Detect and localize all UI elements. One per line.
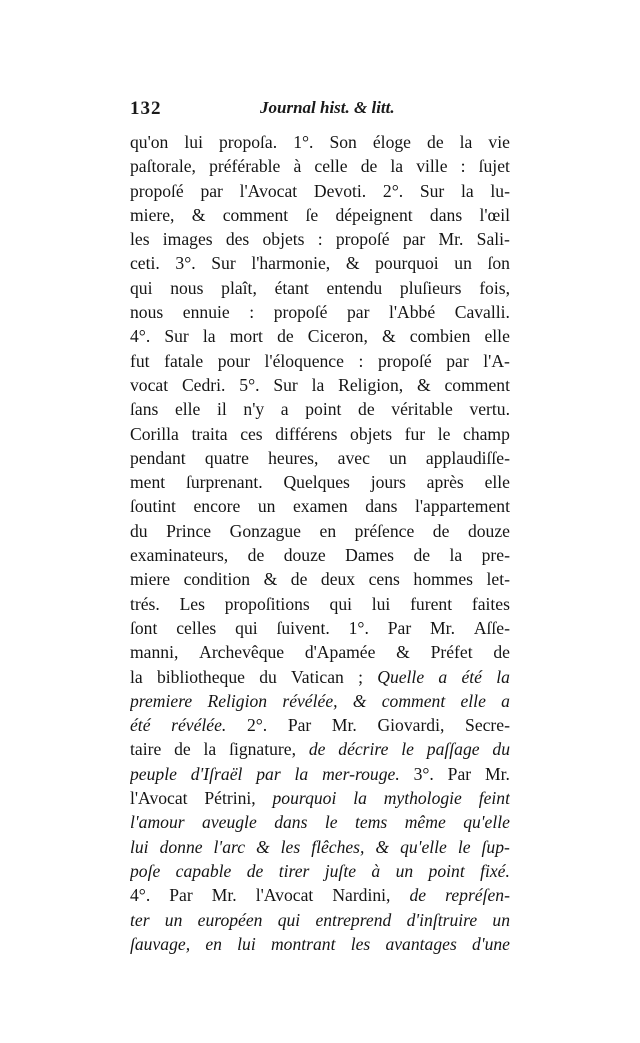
word: été	[461, 666, 482, 687]
text-line	[130, 349, 510, 373]
word: avantages	[385, 933, 457, 954]
text-line	[130, 324, 510, 348]
text-line	[130, 373, 510, 397]
text-line	[130, 786, 510, 810]
word: qu'on	[130, 132, 169, 152]
word: l'appartement	[414, 496, 510, 517]
word: propoſitions	[224, 593, 310, 614]
word: la	[496, 666, 510, 687]
word: l'A-	[483, 350, 510, 371]
word: ;	[358, 666, 363, 687]
word: Par	[287, 715, 312, 736]
word: &	[255, 836, 270, 857]
word: des	[225, 229, 250, 250]
word: ville	[416, 156, 448, 177]
text-line	[130, 519, 510, 543]
word: ſans	[130, 399, 159, 420]
word: par	[402, 229, 426, 250]
word: par	[346, 302, 370, 323]
word: Sur	[419, 180, 445, 201]
word: fois,	[479, 277, 510, 298]
word: Cedri.	[181, 374, 226, 395]
word: nous	[130, 302, 164, 323]
word: après	[426, 472, 464, 493]
word: pre-	[481, 545, 510, 566]
word: par	[256, 763, 281, 784]
word: lu-	[490, 180, 510, 201]
text-line	[130, 835, 510, 859]
word: lui	[371, 593, 391, 614]
word: douze	[467, 520, 510, 541]
word: fatale	[164, 350, 204, 371]
word: ter	[130, 909, 150, 930]
word: trés.	[130, 593, 160, 614]
word: Devoti.	[313, 180, 367, 201]
word: Vatican	[291, 666, 344, 687]
text-line	[130, 737, 510, 761]
word: poſe	[130, 860, 161, 881]
word: de	[247, 545, 265, 566]
word: elle	[484, 326, 510, 347]
word: ſujet	[478, 156, 510, 177]
word: du	[259, 666, 277, 687]
word: de	[277, 326, 294, 347]
word: du	[492, 739, 510, 760]
word: lui	[237, 933, 256, 954]
word: le	[457, 836, 471, 857]
word: l'œil	[479, 204, 510, 225]
word: dans	[274, 812, 308, 833]
word: propoſé	[377, 350, 432, 371]
word: Cavalli.	[454, 302, 510, 323]
word: bibliotheque	[156, 666, 245, 687]
word: avec	[337, 447, 370, 468]
word: celle	[314, 156, 348, 177]
text-line	[130, 665, 510, 689]
word: point	[305, 399, 342, 420]
word: plaît,	[221, 277, 257, 298]
word: mer-rouge.	[322, 763, 400, 784]
word: un	[454, 253, 472, 274]
word: ſuivent.	[276, 617, 330, 638]
word: Sur	[211, 253, 236, 274]
word: montrant	[270, 933, 336, 954]
text-line	[130, 227, 510, 251]
word: ſe	[305, 204, 319, 225]
word: jours	[370, 472, 406, 493]
word: vocat	[130, 374, 169, 395]
word: :	[317, 229, 323, 250]
word: miere	[130, 569, 171, 590]
page-number: 132	[130, 98, 162, 119]
word: d'inſtruire	[406, 909, 478, 930]
word: révélée,	[282, 690, 338, 711]
word: de	[290, 569, 308, 590]
word: Religion,	[338, 374, 404, 395]
word: Aſſe-	[473, 617, 510, 638]
text-line	[130, 908, 510, 932]
word: pourquoi	[375, 253, 439, 274]
word: en	[319, 520, 337, 541]
word: point	[428, 860, 465, 881]
text-line	[130, 883, 510, 907]
text-line	[130, 251, 510, 275]
word: dans	[365, 496, 398, 517]
word: Archevêque	[199, 642, 285, 663]
text-line	[130, 762, 510, 786]
word: ment	[130, 472, 166, 493]
word: le	[401, 739, 414, 760]
word: fut	[130, 350, 150, 371]
word: véritable	[391, 399, 453, 420]
text-line	[130, 397, 510, 421]
word: ces	[240, 423, 263, 444]
word: par	[446, 350, 469, 371]
word: propoſé	[335, 229, 390, 250]
word: dans	[429, 204, 463, 225]
word: elle	[174, 399, 201, 420]
word: &	[263, 569, 278, 590]
word: paſtorale,	[130, 156, 196, 177]
word: taire	[130, 739, 162, 760]
word: Sur	[273, 374, 298, 395]
word: préférable	[209, 156, 281, 177]
word: d'Iſraël	[190, 763, 243, 784]
text-line	[130, 470, 510, 494]
word: l'amour	[130, 812, 185, 833]
text-line	[130, 640, 510, 664]
word: un	[395, 860, 414, 881]
word: la	[459, 132, 473, 152]
word: qui	[235, 617, 258, 638]
word: examinateurs,	[130, 545, 229, 566]
word: la	[294, 763, 309, 784]
word: images	[162, 229, 213, 250]
word: Quelques	[283, 472, 350, 493]
word: Dames	[345, 545, 394, 566]
word: Sur	[164, 326, 189, 347]
word: paſſage	[426, 739, 480, 760]
word: la	[202, 326, 216, 347]
word: l'Avocat	[239, 180, 298, 201]
word: les	[280, 836, 301, 857]
word: tems	[355, 812, 388, 833]
word: l'éloquence	[264, 350, 344, 371]
word: révélée.	[171, 715, 227, 736]
word: premiere	[130, 690, 193, 711]
word: Gonzague	[229, 520, 301, 541]
word: étant	[274, 277, 309, 298]
word: :	[358, 350, 364, 371]
word: Son	[329, 132, 357, 152]
word: Corilla	[130, 423, 179, 444]
word: quatre	[204, 447, 249, 468]
word: le	[437, 423, 451, 444]
text-line	[130, 130, 510, 154]
word: 4°.	[130, 885, 151, 906]
word: un	[257, 496, 276, 517]
word: Quelle	[377, 666, 425, 687]
word: juſte	[324, 860, 357, 881]
word: éloge	[372, 132, 411, 152]
word: encore	[193, 496, 241, 517]
word: de	[432, 520, 450, 541]
word: objets	[350, 423, 393, 444]
word: il	[217, 399, 227, 420]
word: 1°.	[293, 132, 314, 152]
word: deux	[320, 569, 356, 590]
word: elle	[484, 472, 510, 493]
word: 3°.	[413, 763, 434, 784]
word: un	[164, 909, 183, 930]
word: Par	[447, 763, 472, 784]
word: lui	[184, 132, 203, 152]
word: Ciceron,	[307, 326, 368, 347]
word: propoſé	[130, 180, 184, 201]
word: a	[501, 690, 510, 711]
word: champ	[463, 423, 510, 444]
text-line	[130, 932, 510, 956]
word: feint	[478, 788, 510, 809]
word: de	[174, 739, 191, 760]
word: l'Abbé	[389, 302, 436, 323]
word: de	[427, 132, 444, 152]
word: la	[203, 739, 217, 760]
word: repréſen-	[445, 885, 510, 906]
word: 2°.	[382, 180, 404, 201]
word: ſon	[487, 253, 510, 274]
word: &	[191, 204, 206, 225]
word: examen	[292, 496, 348, 517]
word: le	[324, 812, 338, 833]
text-line	[130, 446, 510, 470]
word: différens	[275, 423, 338, 444]
word: manni,	[130, 642, 179, 663]
word: pourquoi	[272, 788, 337, 809]
word: de	[360, 156, 378, 177]
word: en	[205, 933, 222, 954]
word: &	[352, 690, 367, 711]
body-text	[130, 130, 510, 956]
word: :	[460, 156, 466, 177]
word: ſurprenant.	[185, 472, 263, 493]
word: 2°.	[246, 715, 268, 736]
word: objets	[262, 229, 305, 250]
word: applaudiſſe-	[425, 447, 510, 468]
text-line	[130, 276, 510, 300]
text-line	[130, 567, 510, 591]
word: la	[353, 788, 367, 809]
word: européen	[197, 909, 263, 930]
text-line	[130, 179, 510, 203]
word: ennuie	[182, 302, 230, 323]
word: dépeignent	[335, 204, 413, 225]
word: ceti.	[130, 253, 160, 274]
word: les	[350, 933, 371, 954]
word: peuple	[130, 763, 177, 784]
word: mort	[229, 326, 263, 347]
word: faites	[471, 593, 510, 614]
word: la	[130, 666, 143, 687]
word: 3°.	[175, 253, 196, 274]
word: la	[449, 545, 463, 566]
word: à	[371, 860, 381, 881]
word: à	[293, 156, 302, 177]
text-line	[130, 592, 510, 616]
word: Par	[169, 885, 193, 906]
word: comment	[381, 690, 446, 711]
word: nous	[170, 277, 204, 298]
word: condition	[183, 569, 251, 590]
text-line	[130, 494, 510, 518]
word: Mr.	[211, 885, 237, 906]
word: Par	[387, 617, 412, 638]
text-line	[130, 300, 510, 324]
word: Mr.	[331, 715, 357, 736]
word: &	[396, 642, 410, 663]
word: l'arc	[213, 836, 245, 857]
word: ſauvage,	[130, 933, 191, 954]
word: la	[311, 374, 325, 395]
word: 4°.	[130, 326, 151, 347]
word: entreprend	[315, 909, 392, 930]
word: du	[130, 520, 148, 541]
word: pour	[217, 350, 250, 371]
word: l'Avocat	[255, 885, 314, 906]
word: qu'elle	[463, 812, 510, 833]
word: l'Avocat	[130, 788, 188, 809]
word: ſignature,	[229, 739, 296, 760]
word: donne	[159, 836, 203, 857]
word: Mr.	[430, 617, 455, 638]
word: comment	[222, 204, 289, 225]
word: elle	[460, 690, 486, 711]
word: de	[413, 545, 431, 566]
word: Mr.	[438, 229, 464, 250]
word: ſoutint	[130, 496, 176, 517]
word: let-	[486, 569, 510, 590]
word: miere,	[130, 204, 175, 225]
word: Préfet	[430, 642, 473, 663]
word: de	[358, 399, 375, 420]
word: qu'elle	[400, 836, 447, 857]
word: &	[416, 374, 431, 395]
word: &	[345, 253, 360, 274]
word: Mr.	[484, 763, 510, 784]
text-line	[130, 154, 510, 178]
word: 5°.	[239, 374, 260, 395]
word: vie	[488, 132, 510, 152]
word: a	[438, 666, 448, 687]
text-line	[130, 422, 510, 446]
word: Pétrini,	[204, 788, 256, 809]
word: Prince	[166, 520, 212, 541]
word: 1°.	[348, 617, 369, 638]
word: a	[280, 399, 289, 420]
running-head: Journal hist. & litt.	[260, 98, 395, 117]
word: un	[389, 447, 407, 468]
text-line	[130, 713, 510, 737]
word: l'harmonie,	[251, 253, 331, 274]
word: décrire	[338, 739, 389, 760]
word: préſence	[354, 520, 415, 541]
word: traita	[191, 423, 228, 444]
word: vertu.	[469, 399, 510, 420]
text-line	[130, 810, 510, 834]
word: un	[492, 909, 510, 930]
word: la	[390, 156, 404, 177]
word: mythologie	[383, 788, 462, 809]
word: aveugle	[202, 812, 257, 833]
word: furent	[410, 593, 453, 614]
word: qui	[277, 909, 301, 930]
word: heures,	[268, 447, 319, 468]
word: propoſa.	[219, 132, 278, 152]
word: lui	[130, 836, 149, 857]
word: pendant	[130, 447, 186, 468]
word: tirer	[278, 860, 310, 881]
text-line	[130, 689, 510, 713]
page-header	[130, 98, 510, 124]
word: propoſé	[273, 302, 328, 323]
word: ſont	[130, 617, 158, 638]
text-line	[130, 543, 510, 567]
word: été	[130, 715, 151, 736]
word: entendu	[326, 277, 383, 298]
word: n'y	[243, 399, 265, 420]
word: d'une	[472, 933, 510, 954]
word: celles	[176, 617, 217, 638]
word: &	[381, 326, 396, 347]
word: de	[246, 860, 264, 881]
word: Nardini,	[332, 885, 391, 906]
word: les	[130, 229, 150, 250]
word: ſup-	[481, 836, 510, 857]
text-line	[130, 616, 510, 640]
word: Giovardi,	[377, 715, 445, 736]
word: :	[249, 302, 255, 323]
word: cens	[368, 569, 400, 590]
word: douze	[283, 545, 326, 566]
word: Sali-	[476, 229, 510, 250]
text-line	[130, 859, 510, 883]
word: qui	[130, 277, 153, 298]
word: qui	[329, 593, 352, 614]
word: de	[409, 885, 427, 906]
word: Religion	[207, 690, 268, 711]
word: de	[308, 739, 326, 760]
word: comment	[444, 374, 510, 395]
word: Les	[179, 593, 205, 614]
word: hommes	[413, 569, 474, 590]
word: &	[375, 836, 390, 857]
word: fur	[404, 423, 426, 444]
word: Secre-	[465, 715, 510, 736]
word: par	[200, 180, 223, 201]
word: capable	[175, 860, 232, 881]
word: la	[460, 180, 474, 201]
word: pluſieurs	[399, 277, 462, 298]
word: même	[404, 812, 446, 833]
word: fixé.	[480, 860, 510, 881]
text-line	[130, 203, 510, 227]
word: flêches,	[311, 836, 365, 857]
word: d'Apamée	[304, 642, 376, 663]
word: de	[493, 642, 510, 663]
word: combien	[409, 326, 471, 347]
